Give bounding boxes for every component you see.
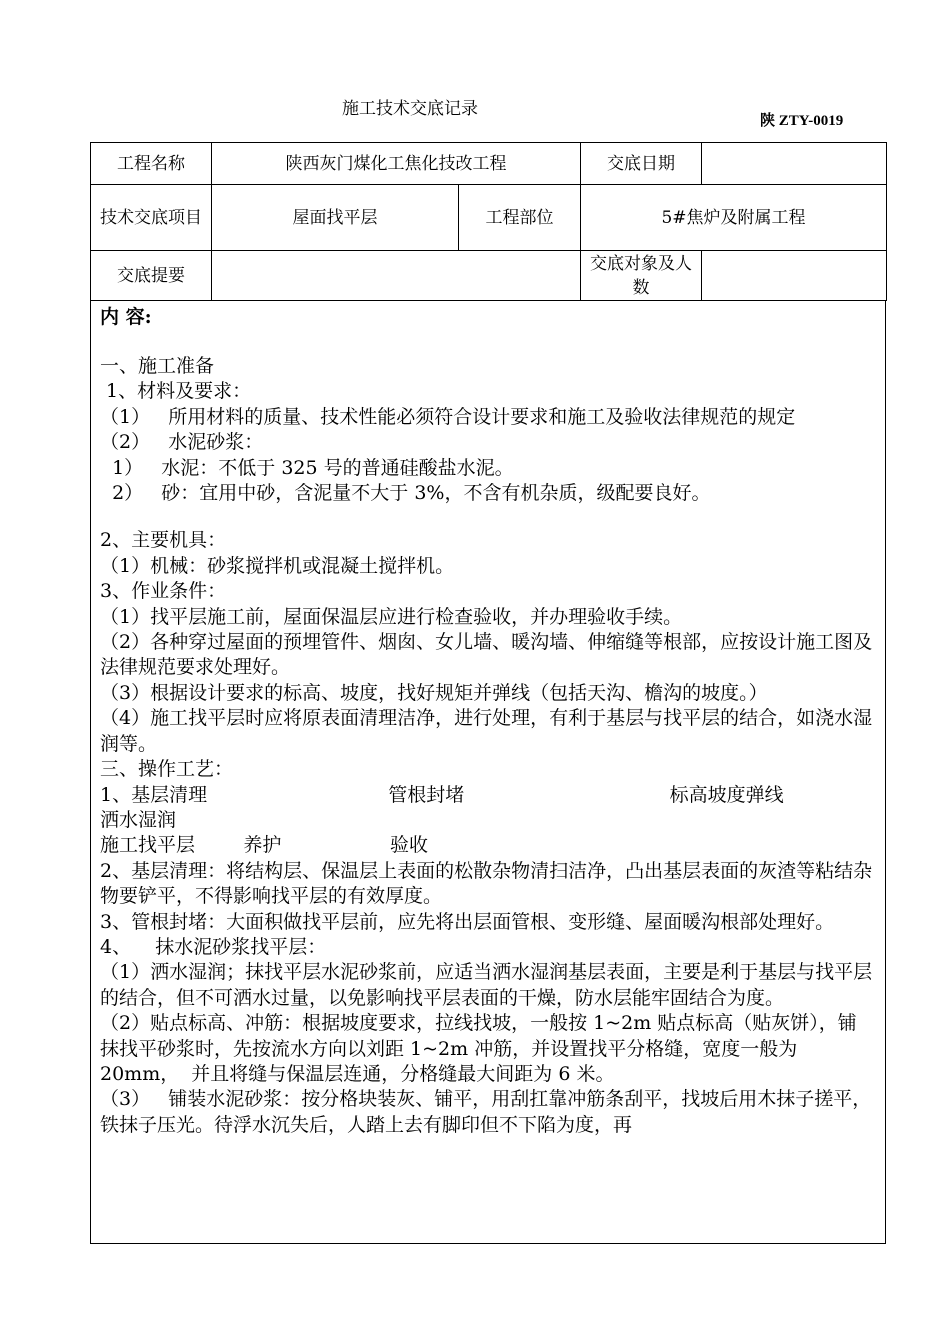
content-line bbox=[100, 506, 875, 528]
target-value bbox=[702, 251, 887, 301]
content-line: 2） 砂：宜用中砂，含泥量不大于 3%，不含有机杂质，级配要良好。 bbox=[100, 482, 711, 505]
content-line: （1）洒水湿润；抹找平层水泥砂浆前，应适当洒水湿润基层表面，主要是利于基层与找平层的结合，但不可洒水过量，以免影响找平层表面的干燥，防水层能牢固结合为度。 bbox=[100, 961, 873, 1009]
date-label: 交底日期 bbox=[581, 143, 702, 185]
content-line: 抹找平砂浆时，先按流水方向以刘距 1~2m 冲筋，并设置找平分格缝，宽度一般为 20mm， 并且将缝与保温层连通，分格缝最大间距为 6 米。 bbox=[100, 1037, 804, 1085]
content-line: （1）机械：砂浆搅拌机或混凝土搅拌机。 bbox=[100, 554, 455, 577]
content-line: 3、作业条件： bbox=[100, 580, 227, 603]
content-line: 一、施工准备 bbox=[100, 355, 215, 377]
content-heading: 内 容: bbox=[100, 306, 152, 328]
content-line: 1、材料及要求： bbox=[100, 380, 252, 403]
content-line: （2）各种穿过屋面的预埋管件、烟囱、女儿墙、暖沟墙、伸缩缝等根部，应按设计施工图及法律规范要求处理好。 bbox=[100, 631, 873, 679]
content-line: 4、 抹水泥砂浆找平层： bbox=[100, 935, 327, 958]
summary-label: 交底提要 bbox=[91, 251, 212, 301]
date-value bbox=[702, 143, 887, 185]
summary-value bbox=[212, 251, 581, 301]
content-line: （1） 所用材料的质量、技术性能必须符合设计要求和施工及验收法律规范的规定 bbox=[100, 405, 796, 428]
info-row-item bbox=[91, 185, 887, 251]
target-label: 交底对象及人数 bbox=[581, 251, 702, 301]
item-value: 屋面找平层 bbox=[212, 185, 459, 251]
document-title: 施工技术交底记录 bbox=[342, 99, 478, 119]
content-body bbox=[100, 332, 947, 1138]
content-line: （3）根据设计要求的标高、坡度，找好规矩并弹线（包括天沟、檐沟的坡度。） bbox=[100, 681, 768, 704]
content-line: （2）贴点标高、冲筋：根据坡度要求，拉线找坡，一般按 1~2m 贴点标高（贴灰饼），铺 bbox=[100, 1012, 857, 1035]
content-line: 三、操作工艺： bbox=[100, 758, 234, 781]
part-value: 5#焦炉及附属工程 bbox=[581, 185, 887, 251]
content-line: 2、基层清理：将结构层、保温层上表面的松散杂物清扫洁净，凸出基层表面的灰渣等粘结杂物要铲平，不得影响找平层的有效厚度。 bbox=[100, 859, 873, 908]
content-line: （3） 铺装水泥砂浆：按分格块装灰、铺平，用刮扛靠冲筋条刮平，找坡后用木抹子搓平，铁抹子压光。待浮水沉失后，人踏上去有脚印但不下陷为度，再 bbox=[100, 1088, 872, 1136]
part-label: 工程部位 bbox=[459, 185, 581, 251]
content-line: （4）施工找平层时应将原表面清理洁净，进行处理，有利于基层与找平层的结合，如浇水湿润等。 bbox=[100, 707, 873, 755]
content-line: 1、基层清理 管根封堵 标高坡度弹线 洒水湿润 bbox=[100, 783, 947, 831]
info-row-summary bbox=[91, 251, 887, 301]
content-line: 1） 水泥：不低于 325 号的普通硅酸盐水泥。 bbox=[100, 456, 514, 479]
info-row-project bbox=[91, 143, 887, 185]
item-label: 技术交底项目 bbox=[91, 185, 212, 251]
content-line: （1）找平层施工前，屋面保温层应进行检查验收，并办理验收手续。 bbox=[100, 605, 683, 628]
content-line: 3、管根封堵：大面积做找平层前，应先将出层面管根、变形缝、屋面暖沟根部处理好。 bbox=[100, 910, 835, 933]
project-name-value: 陕西灰门煤化工焦化技改工程 bbox=[212, 143, 581, 185]
content-box bbox=[90, 300, 947, 1244]
content-line: （2） 水泥砂浆： bbox=[100, 431, 264, 454]
info-table bbox=[90, 142, 887, 301]
document-code: 陕 ZTY-0019 bbox=[760, 113, 844, 129]
content-line bbox=[100, 332, 875, 354]
content-line: 施工找平层 养护 验收 bbox=[100, 834, 429, 857]
project-name-label: 工程名称 bbox=[91, 143, 212, 185]
content-line: 2、主要机具： bbox=[100, 529, 227, 552]
